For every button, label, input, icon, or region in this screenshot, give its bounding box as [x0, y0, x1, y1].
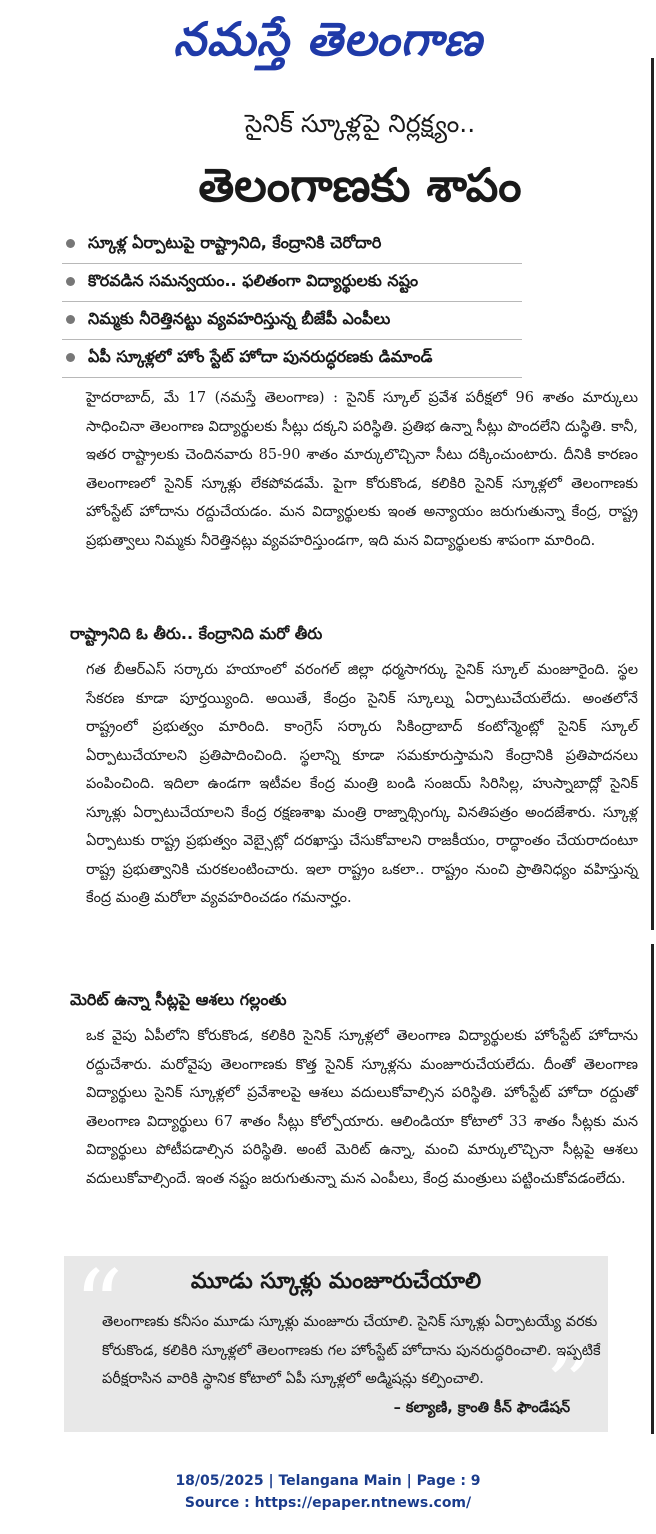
bullet-text: కొరవడిన సమన్వయం.. ఫలితంగా విద్యార్థులకు నష్టం [88, 271, 419, 290]
bullet-dot-icon [66, 353, 75, 362]
bullet-text: ఏపీ స్కూళ్లలో హోం స్టేట్ హోదా పునరుద్ధరణకు డిమాండ్ [88, 347, 433, 366]
article-paragraph: గత బీఆర్ఎస్ సర్కారు హయాంలో వరంగల్ జిల్లా ధర్మసాగర్కు సైనిక్ స్కూల్ మంజూరైంది. స్థల సేకరణ కూడా పూర్తయ్యింది. అయితే, కేంద్రం సైనిక్ స్కూల్ను ఏర్పాటుచేయలేదు. అంతలోనే రాష్ట్రంలో ప్రభుత్వం మారింది. కాంగ్రెస్ సర్కారు సికింద్రాబాద్ కంటోన్మెంట్లో సైనిక్ స్కూల్ ఏర్పాటుచేయాలని ప్రతిపాదించింది. స్థలాన్ని కూడా సమకూరుస్తామని కేంద్రానికి ప్రతిపాదనలు పంపించింది. ఇదిలా ఉండగా ఇటీవల కేంద్ర మంత్రి బండి సంజయ్ సిరిసిల్ల, హుస్నాబాద్లో సైనిక్ స్కూళ్లు ఏర్పాటుచేయాలని కేంద్ర రక్షణశాఖ మంత్రి రాజ్నాథ్సింగ్కు వినతిపత్రం అందజేశారు. స్కూళ్ల ఏర్పాటుకు రాష్ట్ర ప్రభుత్వం వెబ్సైట్లో దరఖాస్తు చేసుకోవాలని రాజకీయం, రాద్ధాంతం చేయరాదంటూ రాష్ట్ర ప్రభుత్వానికి చురకలంటించారు. ఇలా రాష్ట్రం ఒకలా.. రాష్ట్రం నుంచి ప్రాతినిధ్యం వహిస్తున్న కేంద్ర మంత్రి మరోలా వ్యవహరించడం గమనార్హం. [86, 662, 638, 906]
article-paragraph: హైదరాబాద్, మే 17 (నమస్తే తెలంగాణ) : సైనిక్ స్కూల్ ప్రవేశ పరీక్షలో 96 శాతం మార్కులు సాధించినా తెలంగాణ విద్యార్థులకు సీట్లు దక్కని పరిస్థితి. ప్రతిభ ఉన్నా సీట్లు పొందలేని దుస్థితి. కానీ, ఇతర రాష్ట్రాలకు చెందినవారు 85-90 శాతం మార్కులొచ్చినా సీటు దక్కించుంటారు. దీనికి కారణం తెలంగాణలో సైనిక్ స్కూళ్లు లేకపోవడమే. పైగా కోరుకొండ, కలికిరి సైనిక్ స్కూళ్లలో తెలంగాణకు హోంస్టేట్ హోదాను రద్దుచేయడం. మన విద్యార్థులకు ఇంత అన్యాయం జరుగుతున్నా కేంద్ర, రాష్ట్ర ప్రభుత్వాలు నిమ్మకు నీరెత్తినట్లు వ్యవహరిస్తుండగా, ఇది మన విద్యార్థులకు శాపంగా మారింది. [86, 390, 638, 549]
article-subheading: రాష్ట్రానిది ఓ తీరు.. కేంద్రానిది మరో తీరు [70, 624, 323, 643]
edition-info: 18/05/2025 | Telangana Main | Page : 9 [175, 1473, 481, 1489]
bullet-dot-icon [66, 315, 75, 324]
source-link[interactable]: Source : https://epaper.ntnews.com/ [184, 1495, 472, 1511]
masthead [0, 6, 656, 72]
quote-title: మూడు స్కూళ్లు మంజూరుచేయాలి [190, 1269, 482, 1294]
column-divider [651, 944, 654, 1434]
article-headline: తెలంగాణకు శాపం [198, 158, 522, 212]
bullet-item [62, 340, 522, 378]
bullet-text: స్కూళ్ల ఏర్పాటుపై రాష్ట్రానిది, కేంద్రానికి చెరోదారి [88, 233, 382, 252]
newspaper-logo: నమస్తే తెలంగాణ [173, 12, 483, 66]
quote-body: తెలంగాణకు కనీసం మూడు స్కూళ్లు మంజూరు చేయాలి. సైనిక్ స్కూళ్లు ఏర్పాటయ్యే వరకు కోరుకొండ, కలికిరి స్కూళ్లలో తెలంగాణకు గల హోంస్టేట్ హోదాను పునరుద్ధరించాలి. ఇప్పటికే పరీక్షరాసిన వారికి స్థానిక కోటాలో ఏపీ స్కూళ్లలో అడ్మిషన్లు కల్పించాలి. [102, 1314, 601, 1387]
open-quote-icon: “ [74, 1250, 124, 1362]
quote-box [64, 1250, 608, 1442]
article-kicker: సైనిక్ స్కూళ్లపై నిర్లక్ష్యం.. [244, 109, 476, 138]
bullet-dot-icon [66, 239, 75, 248]
highlight-bullets [62, 226, 522, 378]
column-divider [651, 58, 654, 930]
bullet-text: నిమ్మకు నీరెత్తినట్టు వ్యవహరిస్తున్న బీజేపీ ఎంపీలు [88, 309, 391, 328]
bullet-dot-icon [66, 277, 75, 286]
quote-attribution: – కల్యాణి, క్రాంతి కీన్ ఫౌండేషన్ [393, 1400, 570, 1416]
bullet-item [62, 302, 522, 340]
article-subheading: మెరిట్ ఉన్నా సీట్లపై ఆశలు గల్లంతు [70, 990, 287, 1009]
close-quote-icon: ” [544, 1330, 594, 1442]
article-paragraph: ఒక వైపు ఏపీలోని కోరుకొండ, కలికిరి సైనిక్ స్కూళ్లలో తెలంగాణ విద్యార్థులకు హోంస్టేట్ హోదాను రద్దుచేశారు. మరోవైపు తెలంగాణకు కొత్త సైనిక్ స్కూళ్లను మంజూరుచేయలేదు. దీంతో తెలంగాణ విద్యార్థులు సైనిక్ స్కూళ్లలో ప్రవేశాలపై ఆశలు వదులుకోవాల్సిన పరిస్థితి. హోంస్టేట్ హోదా రద్దుతో తెలంగాణ విద్యార్థులు 67 శాతం సీట్లు కోల్పోయారు. ఆలిండియా కోటాలో 33 శాతం సీట్లకు మన విద్యార్థులు పోటీపడాల్సిన పరిస్థితి. అంటే మెరిట్ ఉన్నా, మంచి మార్కులొచ్చినా సీట్లపై ఆశలు వదులుకోవాల్సిందే. ఇంత నష్టం జరుగుతున్నా మన ఎంపీలు, కేంద్ర మంత్రులు పట్టించుకోవడంలేదు. [86, 1028, 638, 1187]
bullet-item [62, 226, 522, 264]
bullet-item [62, 264, 522, 302]
page-footer [0, 1470, 656, 1514]
